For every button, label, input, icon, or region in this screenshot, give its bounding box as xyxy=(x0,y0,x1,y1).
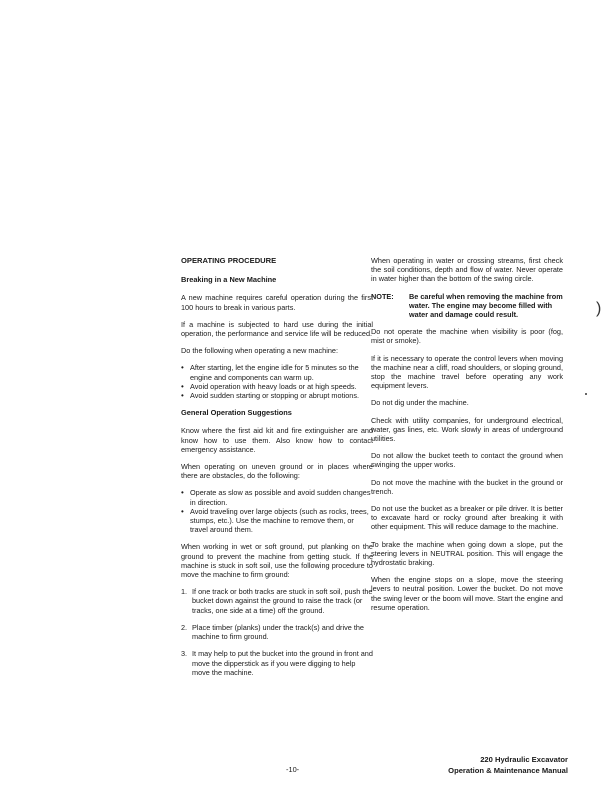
step-number: 1. xyxy=(181,587,188,597)
right-column xyxy=(371,256,563,620)
paragraph: When working in wet or soft ground, put planking on the ground to prevent the machine from getting stuck. If the machine is stuck in soft soil, use the following procedure to move the machine to firm ground: xyxy=(181,542,373,580)
list-item xyxy=(181,587,373,615)
bullet-list-new-machine xyxy=(181,363,373,400)
list-item: • Avoid traveling over large objects (such as rocks, trees, stumps, etc.). Use the machine to remove them, or travel around them. xyxy=(181,507,373,535)
step-number: 2. xyxy=(181,622,188,632)
paragraph: Know where the first aid kit and fire extinguisher are and know how to use them. Also know how to contact emergency assistance. xyxy=(181,426,373,454)
page-number: -10- xyxy=(286,765,300,774)
list-item: • After starting, let the engine idle for 5 minutes so the engine and components can warm up. xyxy=(181,363,373,381)
list-item: • Avoid operation with heavy loads or at high speeds. xyxy=(181,382,373,391)
footer-title-line-2: Operation & Maintenance Manual xyxy=(448,766,568,775)
list-item: • Avoid sudden starting or stopping or abrupt motions. xyxy=(181,391,373,400)
margin-mark: ) xyxy=(596,300,602,317)
note-block xyxy=(371,292,563,320)
step-number: 3. xyxy=(181,649,188,659)
paragraph: When operating on uneven ground or in places where there are obstacles, do the following: xyxy=(181,462,373,481)
numbered-steps xyxy=(181,587,373,677)
footer-title-line-1: 220 Hydraulic Excavator xyxy=(480,755,568,764)
subheading-general-suggestions: General Operation Suggestions xyxy=(181,408,292,418)
note-label: NOTE: xyxy=(371,291,394,301)
step-text: Place timber (planks) under the track(s) and drive the machine to firm ground. xyxy=(192,622,364,642)
paragraph: Do not use the bucket as a breaker or pile driver. It is better to excavate hard or rocky ground after breaking it with other equipment. This will reduce damage to the machine. xyxy=(371,504,563,532)
list-item: • Operate as slow as possible and avoid sudden changes in direction. xyxy=(181,488,373,506)
paragraph: When the engine stops on a slope, move the steering levers to neutral position. Lower the bucket. Do not move the swing lever or the boom will move. Start the engine and resume operation. xyxy=(371,575,563,612)
paragraph: Do not allow the bucket teeth to contact the ground when swinging the upper works. xyxy=(371,451,563,470)
paragraph: Do not move the machine with the bucket in the ground or trench. xyxy=(371,477,563,496)
left-column xyxy=(181,256,373,685)
paragraph: Do not operate the machine when visibility is poor (fog, mist or smoke). xyxy=(371,327,563,346)
step-text: If one track or both tracks are stuck in soft soil, push the bucket down against the ground to raise the track (or tracks, one side at a time) off the ground. xyxy=(192,587,373,615)
bullet-list-uneven-ground xyxy=(181,488,373,534)
list-item xyxy=(181,623,373,641)
paragraph: If it is necessary to operate the control levers when moving the machine near a cliff, road shoulders, or sloping ground, stop the machine travel before operating any work equipment levers. xyxy=(371,353,563,391)
paragraph: If a machine is subjected to hard use during the initial operation, the performance and service life will be reduced. xyxy=(181,319,373,339)
scan-speck xyxy=(585,393,587,395)
section-heading: OPERATING PROCEDURE xyxy=(181,256,277,265)
paragraph: Do the following when operating a new machine: xyxy=(181,346,338,356)
footer-title xyxy=(448,754,568,776)
note-text: Be careful when removing the machine from water. The engine may become filled with water and damage could result. xyxy=(409,291,563,320)
step-text: It may help to put the bucket into the ground in front and move the dipperstick as if you were digging to help move the machine. xyxy=(192,649,373,677)
paragraph: Check with utility companies, for underground electrical, water, gas lines, etc. Work slowly in areas of underground utilities. xyxy=(371,415,563,444)
paragraph: To brake the machine when going down a slope, put the steering levers in NEUTRAL position. This will engage the hydrostatic braking. xyxy=(371,539,563,568)
list-item xyxy=(181,649,373,677)
paragraph: Do not dig under the machine. xyxy=(371,398,469,408)
paragraph: A new machine requires careful operation during the first 100 hours to break in various parts. xyxy=(181,293,373,312)
subheading-breaking-in: Breaking in a New Machine xyxy=(181,275,277,285)
paragraph: When operating in water or crossing streams, first check the soil conditions, depth and flow of water. Never operate in water higher than the bottom of the swing circle. xyxy=(371,256,563,284)
